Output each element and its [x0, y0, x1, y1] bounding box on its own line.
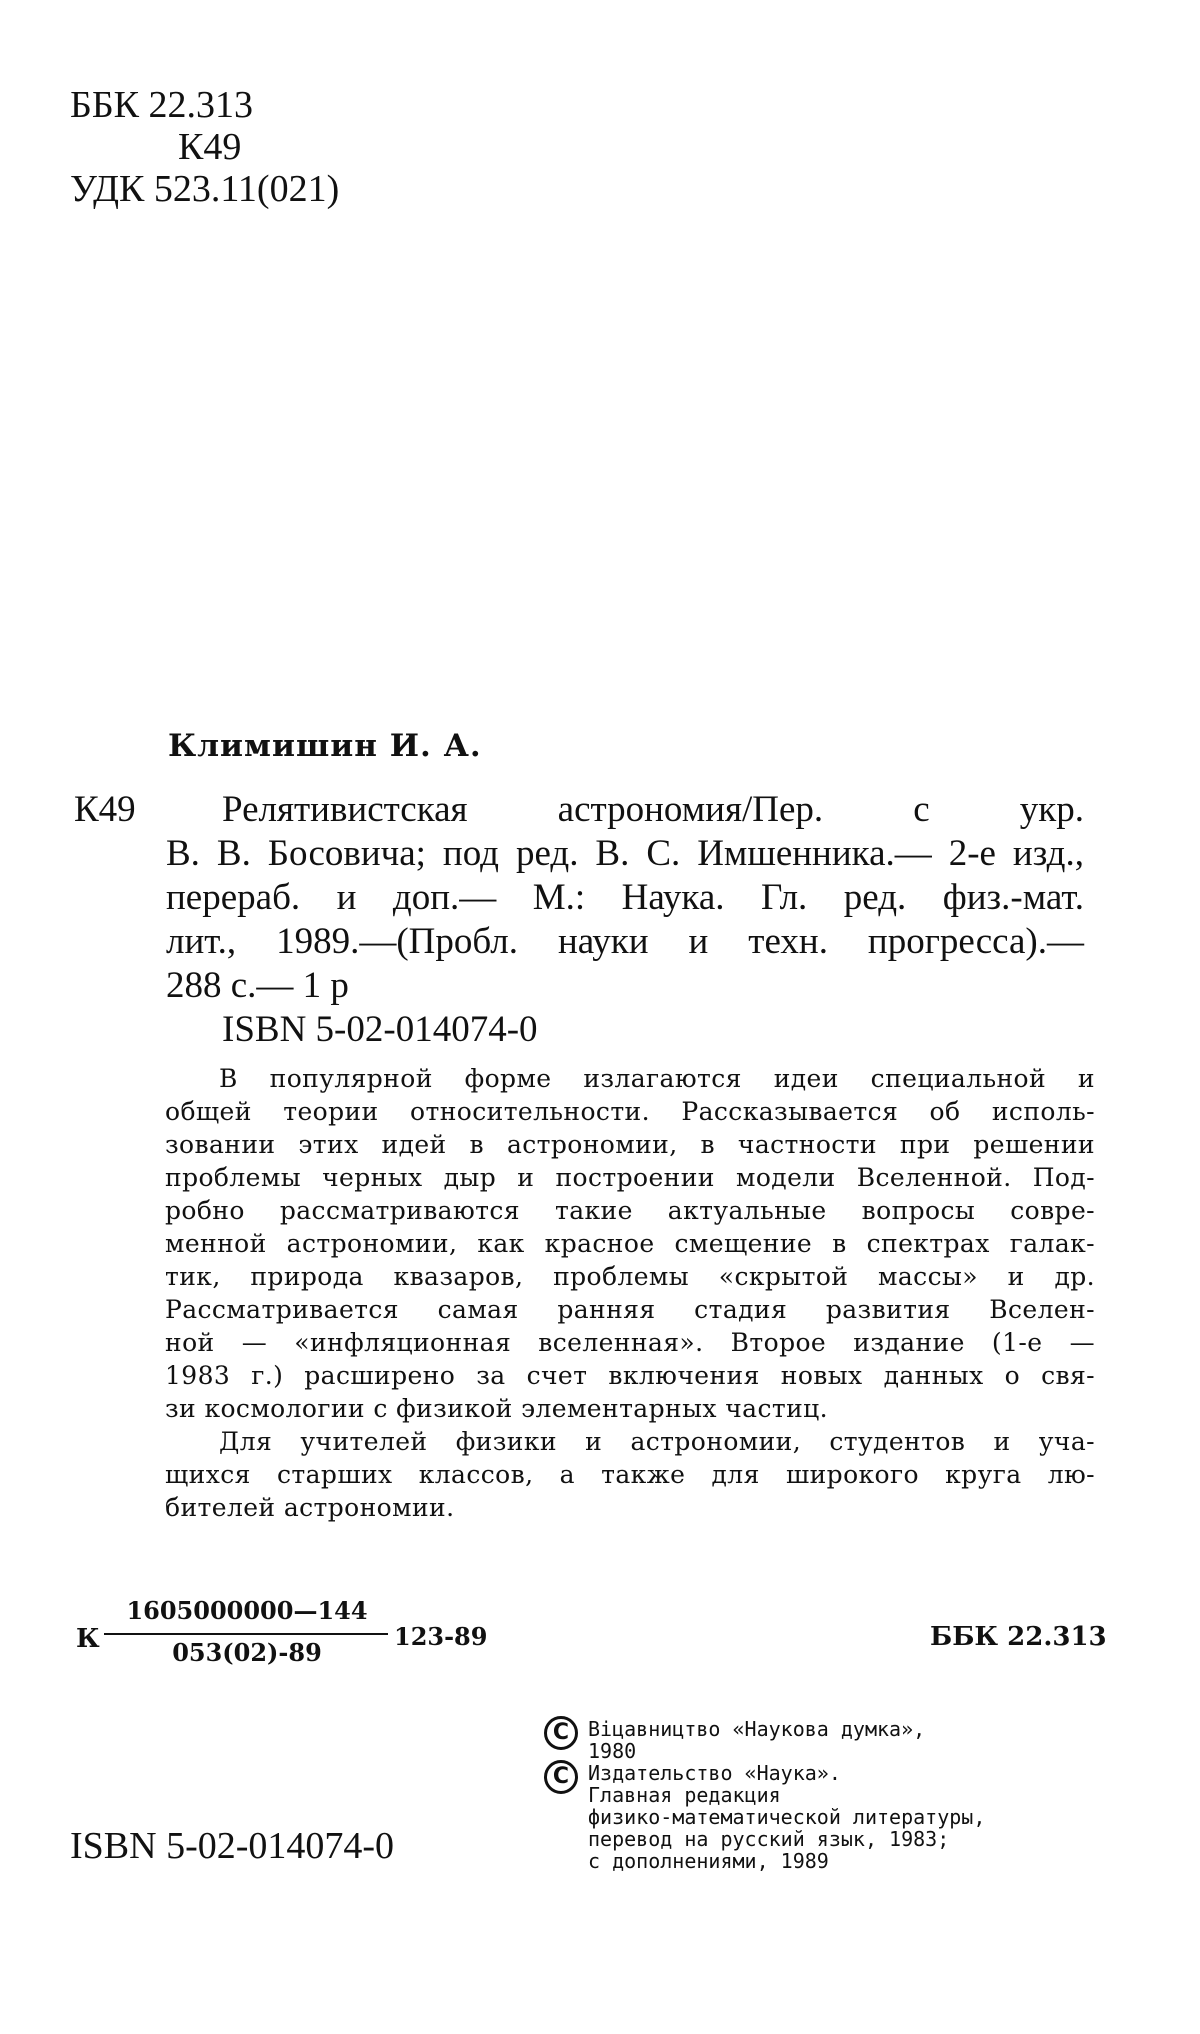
bib-line: лит., 1989.—(Пробл. науки и техн. прогресса).— [166, 921, 1084, 962]
copyright-line: с дополнениями, 1989 [588, 1849, 829, 1873]
udk-code: УДК 523.11(021) [70, 168, 340, 210]
copyright-icon: C [544, 1716, 578, 1750]
copyright-line: Главная редакция [588, 1783, 781, 1807]
copyright-line: 1980 [588, 1739, 637, 1763]
annotation-line: Для учителей физики и астрономии, студентов и уча- [219, 1427, 1095, 1456]
bbk-code: ББК 22.313 [70, 84, 253, 126]
annotation-line: робно рассматриваются такие актуальные вопросы совре- [165, 1196, 1095, 1225]
annotation-line: щихся старших классов, а также для широкого круга лю- [165, 1460, 1095, 1489]
bib-line: 288 с.— 1 р [166, 965, 349, 1006]
bib-isbn: ISBN 5-02-014074-0 [222, 1009, 538, 1050]
index-suffix: 123-89 [394, 1622, 488, 1651]
copyright-line: Віцавництво «Наукова думка», [588, 1717, 926, 1741]
annotation-line: 1983 г.) расширено за счет включения новых данных о свя- [165, 1361, 1095, 1390]
author-mark: К49 [178, 126, 242, 168]
annotation-line: проблемы черных дыр и построении модели Вселенной. Под- [165, 1163, 1095, 1192]
annotation-line: зовании этих идей в астрономии, в частности при решении [165, 1130, 1095, 1159]
index-denominator: 053(02)-89 [172, 1638, 322, 1667]
annotation-line: бителей астрономии. [165, 1493, 455, 1522]
index-letter: К [76, 1624, 100, 1654]
annotation-line: Рассматривается самая ранняя стадия развития Вселен- [165, 1295, 1095, 1324]
bbk-right: ББК 22.313 [930, 1622, 1107, 1652]
isbn-bottom: ISBN 5-02-014074-0 [70, 1825, 395, 1867]
bib-line: перераб. и доп.— М.: Наука. Гл. ред. физ.-мат. [166, 877, 1084, 918]
copyright-line: перевод на русский язык, 1983; [588, 1827, 950, 1851]
index-fraction-bar [104, 1633, 388, 1635]
annotation-line: общей теории относительности. Рассказывается об исполь- [165, 1097, 1095, 1126]
annotation-line: тик, природа квазаров, проблемы «скрытой массы» и др. [165, 1262, 1095, 1291]
annotation-line: менной астрономии, как красное смещение в спектрах галак- [165, 1229, 1095, 1258]
index-numerator: 1605000000—144 [126, 1596, 368, 1625]
annotation-line: ной — «инфляционная вселенная». Второе издание (1-е — [165, 1328, 1095, 1357]
annotation-line: В популярной форме излагаются идеи специальной и [219, 1064, 1095, 1093]
annotation [165, 1062, 1095, 1532]
copyright-line: Издательство «Наука». [588, 1761, 841, 1785]
author-name: Климишин И. А. [168, 728, 482, 764]
bib-line: В. В. Босовича; под ред. В. С. Имшенника.— 2-е изд., [166, 833, 1084, 874]
copyright-icon: C [544, 1760, 578, 1794]
bib-mark: К49 [74, 789, 136, 830]
copyright-line: физико-математической литературы, [588, 1805, 986, 1829]
bib-line: Релятивистская астрономия/Пер. с укр. [222, 789, 1084, 830]
annotation-line: зи космологии с физикой элементарных частиц. [165, 1394, 828, 1423]
